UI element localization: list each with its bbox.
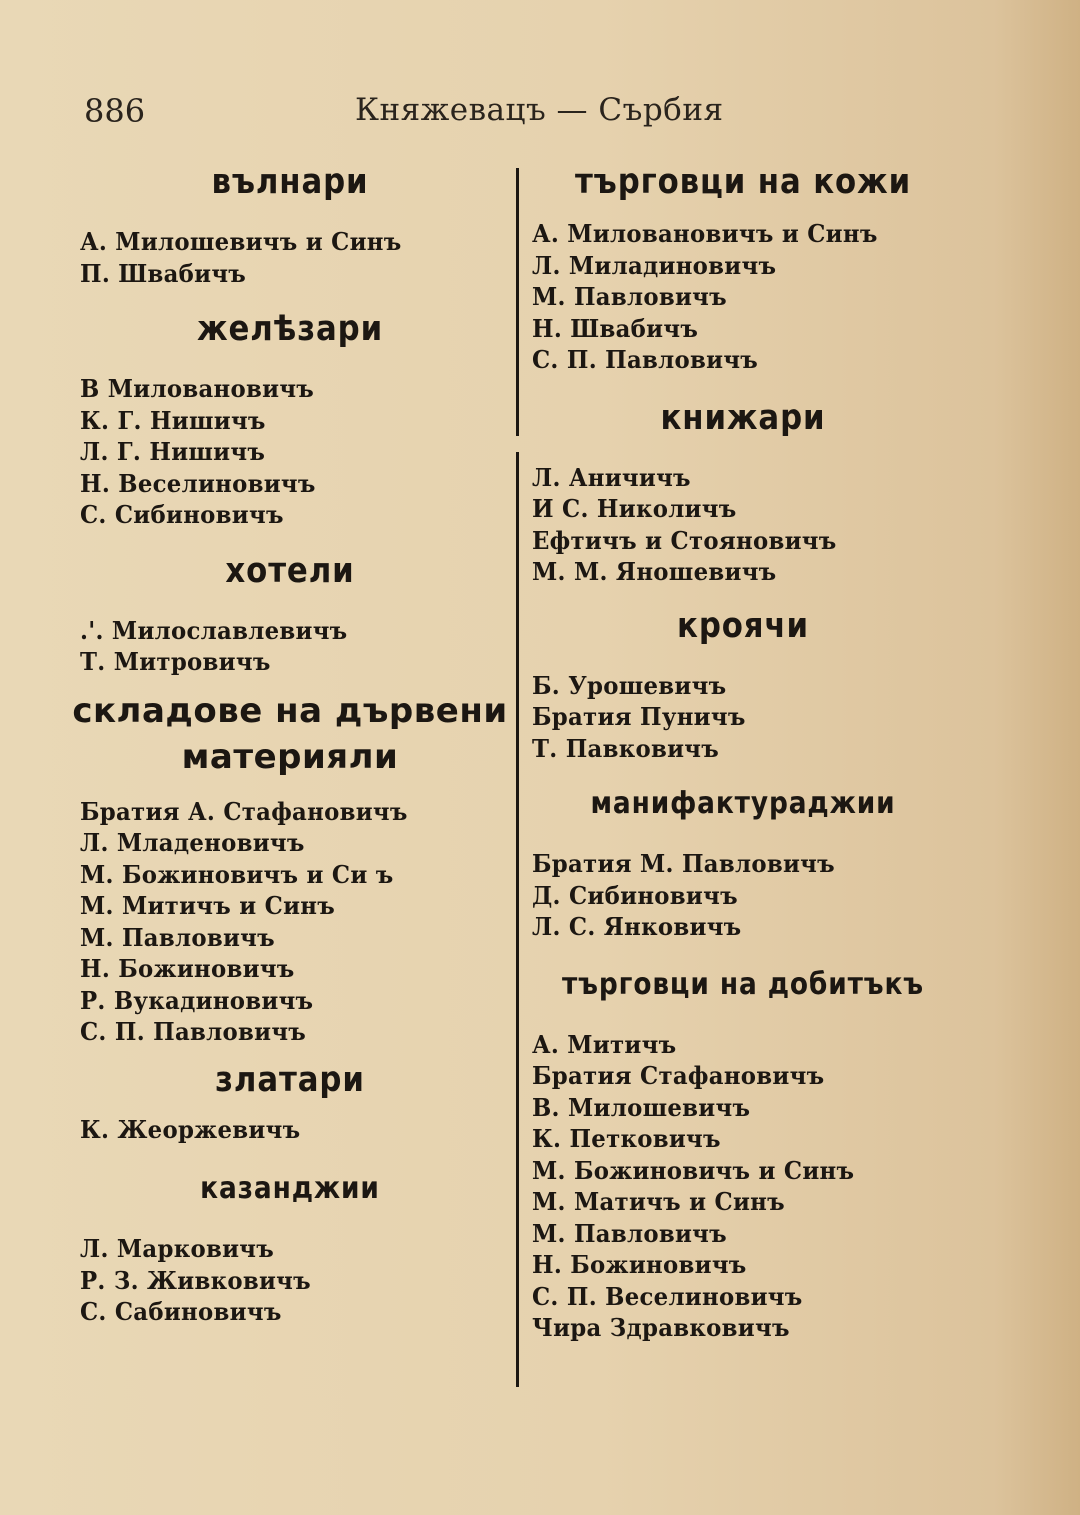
section-booksellers (528, 396, 958, 588)
section-timber-yards (70, 688, 510, 1048)
list-item: М. Митичъ и Синъ (80, 891, 336, 920)
list-item: Братия Пуничъ (532, 702, 746, 731)
list-item: Ефтичъ и Стояновичъ (532, 525, 837, 555)
list-item: Р. Вукадиновичъ (80, 985, 314, 1015)
left-column (70, 160, 510, 1328)
right-column (528, 160, 958, 1344)
section-heading: манифактураджии (590, 786, 896, 821)
list-item: М. М. Яношевичъ (532, 557, 777, 586)
column-divider-lower (516, 452, 519, 1387)
list-item: Л. С. Янковичъ (532, 912, 742, 941)
section-hotels (70, 549, 510, 678)
entry-list (528, 848, 958, 943)
entry-list (528, 462, 958, 588)
entry-list (70, 226, 510, 289)
section-heading: вълнари (211, 162, 369, 202)
section-heading: хотели (225, 550, 355, 591)
section-goldsmiths (70, 1058, 510, 1146)
list-item: М. Божиновичъ и Синъ (532, 1155, 855, 1185)
list-item: Н. Божиновичъ (532, 1250, 747, 1279)
list-item: С. П. Павловичъ (80, 1017, 307, 1046)
list-item: М. Павловичъ (532, 282, 727, 311)
list-item: С. Сабиновичъ (80, 1297, 282, 1326)
column-divider-upper (516, 168, 519, 436)
section-wool-traders (70, 160, 510, 289)
list-item: Л. Миладиновичъ (532, 250, 777, 280)
section-drapers (528, 782, 958, 943)
entry-list (70, 1114, 510, 1146)
list-item: А. Миловановичъ и Синъ (532, 219, 878, 248)
list-item: С. П. Павловичъ (532, 345, 759, 374)
list-item: Братия А. Стафановичъ (80, 796, 408, 826)
section-cattle-traders (528, 963, 958, 1344)
section-heading: търговци на кожи (574, 162, 912, 202)
list-item: Братия Стафановичъ (532, 1061, 825, 1090)
page-title: Княжевацъ — Сърбия (355, 92, 724, 128)
section-heading: кроячи (677, 605, 809, 646)
section-heading: търговци на добитъкъ (561, 966, 925, 1002)
list-item: Б. Урошевичъ (532, 670, 727, 700)
section-tailors (528, 604, 958, 765)
list-item: К. Петковичъ (532, 1124, 721, 1153)
entry-list (528, 670, 958, 765)
list-item: К. Г. Нишичъ (80, 405, 266, 435)
list-item: В Миловановичъ (80, 374, 315, 403)
list-item: Т. Митровичъ (80, 647, 271, 676)
entry-list (528, 1029, 958, 1344)
section-heading: книжари (660, 397, 826, 438)
section-heading: златари (215, 1059, 365, 1100)
section-heading: казанджии (200, 1171, 380, 1206)
list-item: П. Швабичъ (80, 258, 247, 288)
page-number: 886 (84, 92, 146, 130)
list-item: Т. Павковичъ (532, 733, 720, 763)
list-item: Р. З. Живковичъ (80, 1265, 311, 1295)
entry-list (70, 796, 510, 1048)
list-item: А. Митичъ (532, 1029, 677, 1059)
running-head (0, 92, 1080, 142)
entry-list (70, 615, 510, 678)
list-item: Н. Божиновичъ (80, 954, 295, 983)
list-item: М. Павловичъ (532, 1218, 727, 1248)
list-item: .'. Милославлевичъ (80, 615, 348, 645)
list-item: И С. Николичъ (532, 494, 737, 523)
list-item: Л. Г. Нишичъ (80, 437, 266, 466)
list-item: В. Милошевичъ (532, 1092, 751, 1122)
list-item: А. Милошевичъ и Синъ (80, 227, 402, 256)
list-item: М. Матичъ и Синъ (532, 1187, 785, 1216)
list-item: Л. Аничичъ (532, 462, 691, 492)
section-heading: желѣзари (196, 309, 384, 349)
entry-list (70, 373, 510, 531)
list-item: Л. Младеновичъ (80, 828, 305, 857)
list-item: Чира Здравковичъ (532, 1313, 790, 1342)
entry-list (70, 1233, 510, 1328)
list-item: Н. Веселиновичъ (80, 468, 316, 498)
list-item: М. Божиновичъ и Си ъ (80, 859, 394, 889)
list-item: С. Сибиновичъ (80, 500, 284, 529)
section-coppersmiths (70, 1167, 510, 1328)
entry-list (528, 218, 958, 376)
list-item: Н. Швабичъ (532, 313, 699, 343)
section-leather-traders (528, 160, 958, 376)
list-item: Братия М. Павловичъ (532, 849, 835, 878)
section-ironmongers (70, 307, 510, 531)
list-item: К. Жеоржевичъ (80, 1114, 301, 1144)
list-item: С. П. Веселиновичъ (532, 1281, 803, 1311)
list-item: Д. Сибиновичъ (532, 880, 738, 910)
list-item: М. Павловичъ (80, 922, 275, 952)
list-item: Л. Марковичъ (80, 1234, 275, 1263)
section-heading: складове на дървени материяли (72, 690, 508, 777)
